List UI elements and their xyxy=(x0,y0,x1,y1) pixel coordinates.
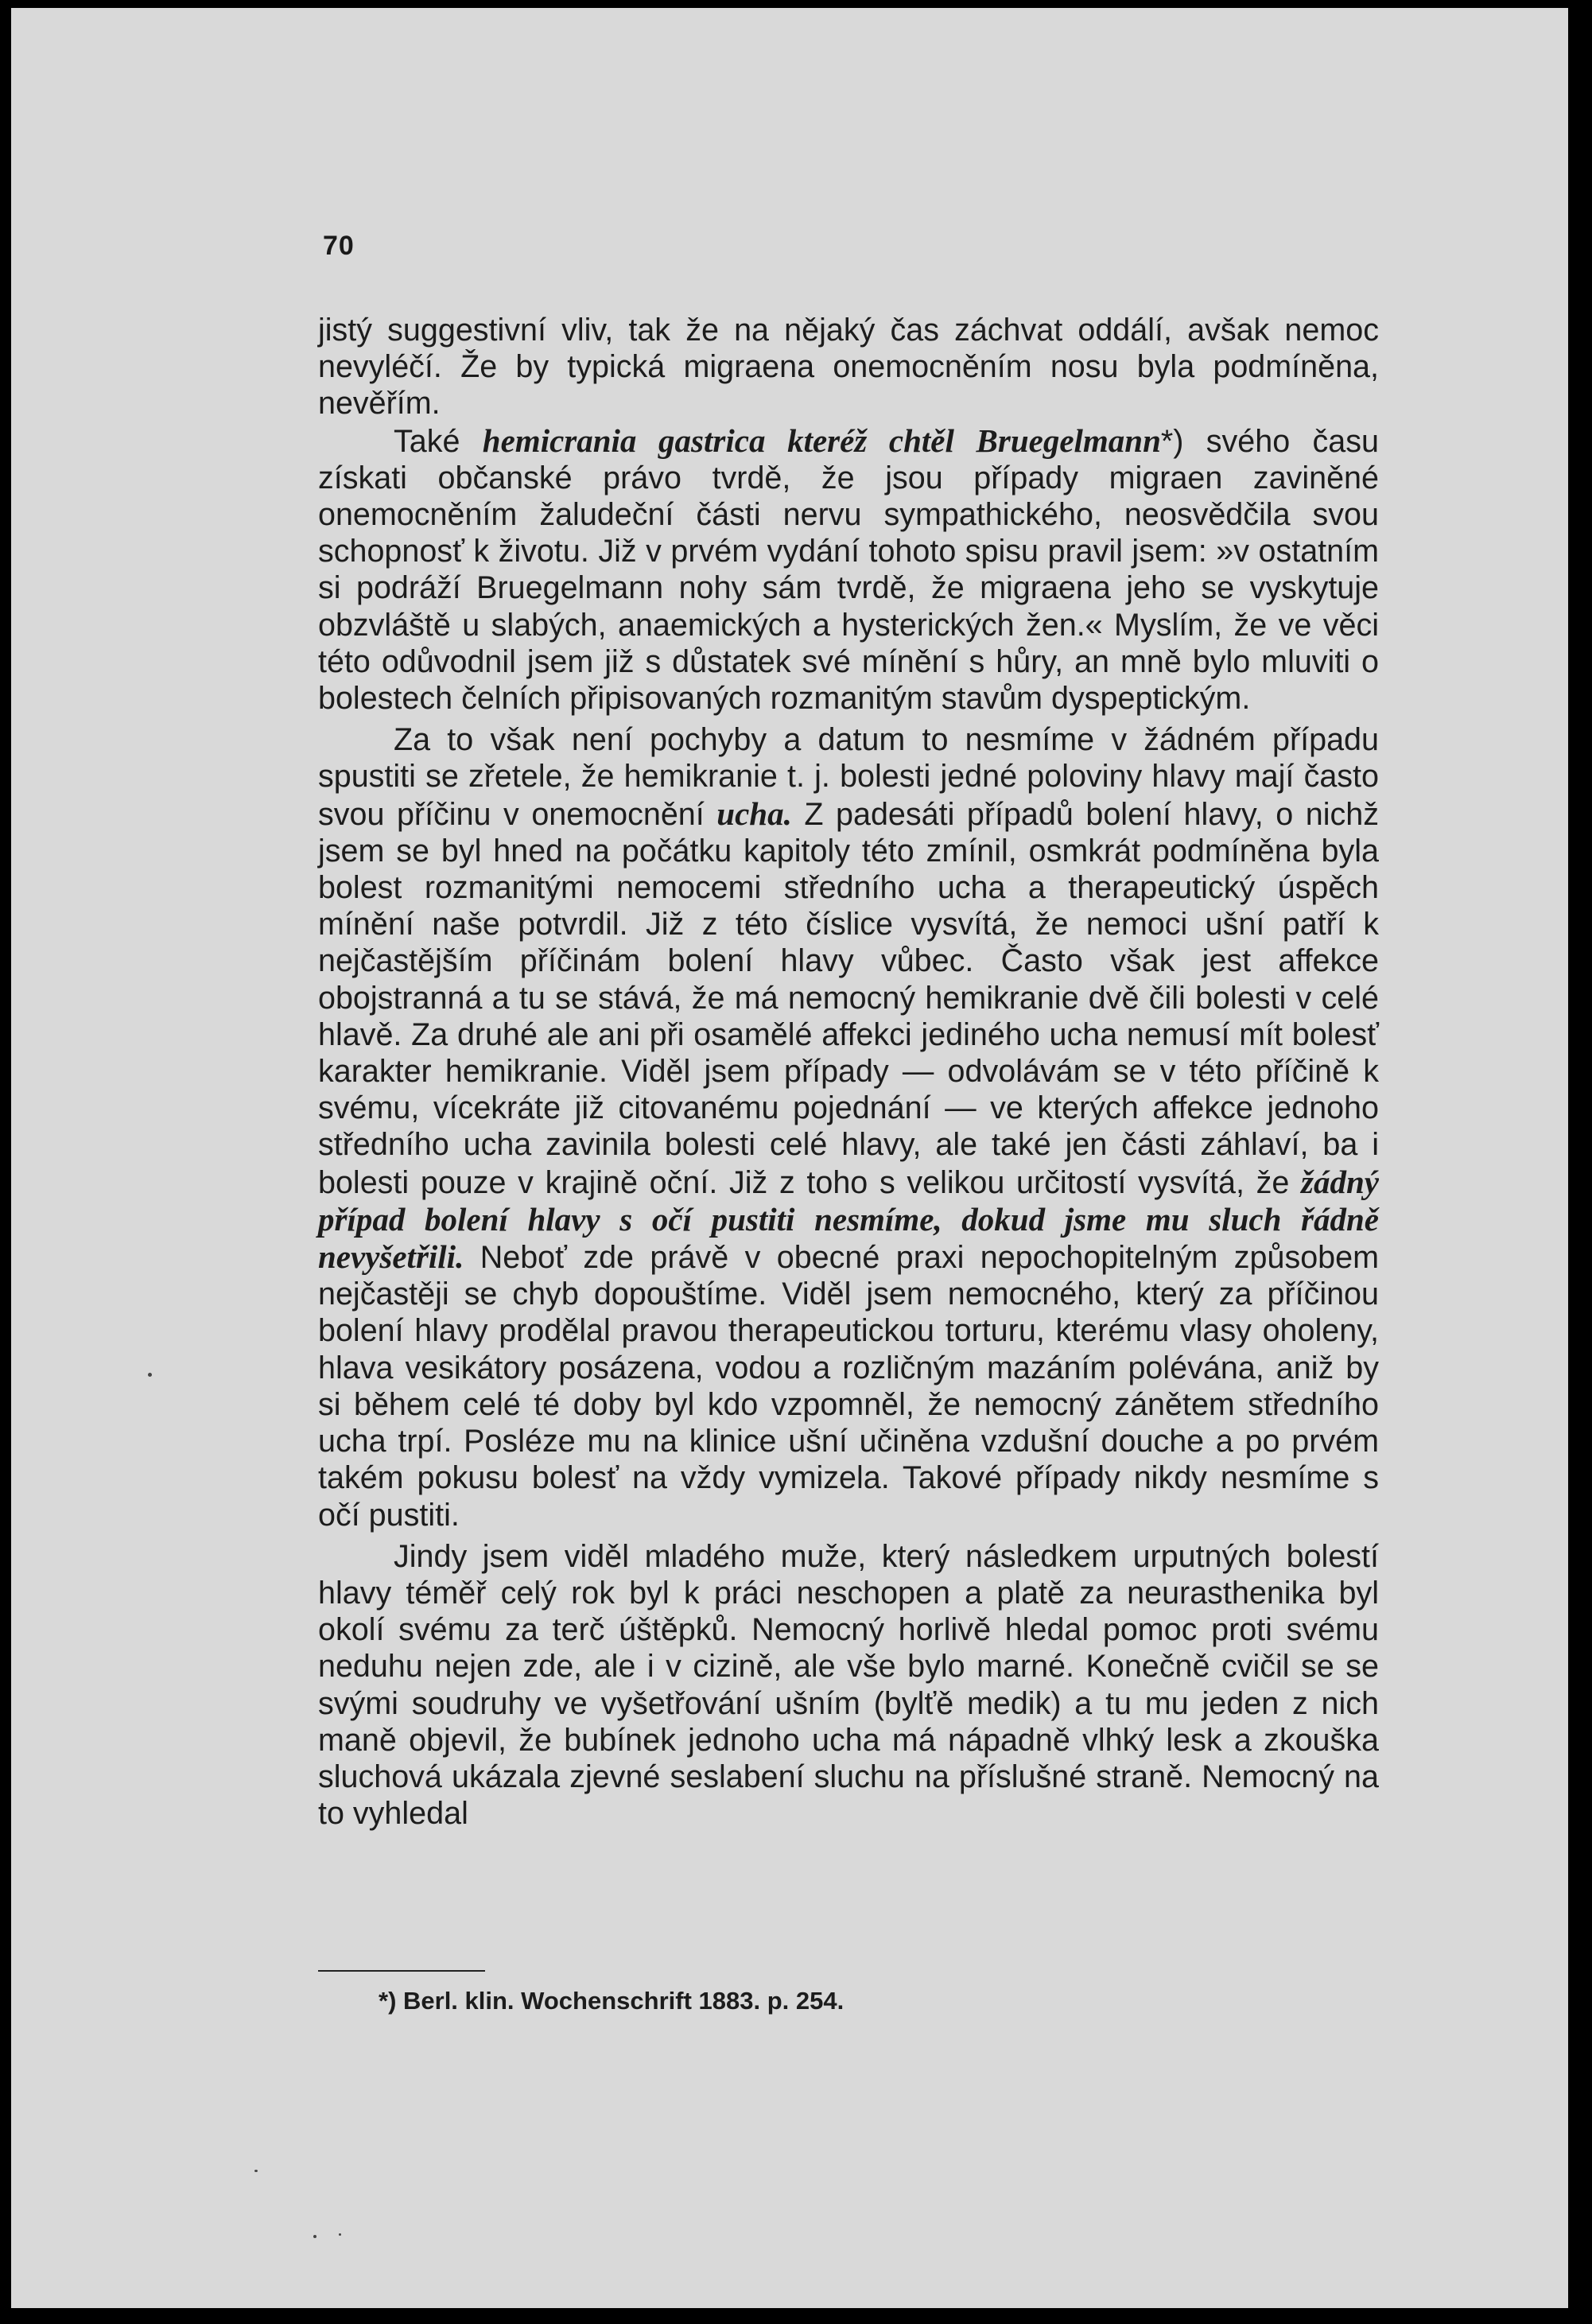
text-run: jistý suggestivní vliv, tak že na nějaký čas záchvat oddálí, avšak nemoc nevyléčí. Že by typická migraena onemocněním nosu byla podmíněna, nevěřím. xyxy=(318,313,1379,422)
text-run: Jindy jsem viděl mladého muže, který následkem urputných bolestí hlavy téměř celý rok byl k práci neschopen a platě za neurasthenika byl okolí svému za terč úštěpků. Nemocný horlivě hledal pomoc proti svému neduhu nejen zde, ale i v cizině, ale vše bylo marné. Konečně cvičil se se svými soudruhy ve vyšetřování ušním (bylťě medik) a tu mu jeden z nich maně objevil, že bubínek jednoho ucha má nápadně vlhký lesk a zkouška sluchová ukázala zjevné seslabení sluchu na příslušné straně. Nemocný na to vyhledal xyxy=(318,1538,1379,1832)
paragraph-4 xyxy=(318,1538,1379,1832)
emphasis-text: ucha. xyxy=(716,795,792,832)
footnote: *) Berl. klin. Wochenschrift 1883. p. 254. xyxy=(379,1987,845,2015)
page-number: 70 xyxy=(323,231,355,261)
text-run: Také xyxy=(394,423,483,459)
text-run: Neboť zde právě v obecné praxi nepochopitelným způsobem nejčastěji se chyb dopouštíme. Viděl jsem nemocného, který za příčinou bolení hlavy prodělal pravou therapeutickou torturu, kterému vlasy oholeny, hlava vesikátory posázena, vodou a rozličným mazáním polévána, aniž by si během celé té doby byl kdo vzpomněl, že nemocný zánětem středního ucha trpí. Posléze mu na klinice ušní učiněna vzdušní douche a po prvém takém pokusu bolesť na vždy vymizela. Takové případy nikdy nesmíme s očí pustiti. xyxy=(318,1240,1379,1533)
scan-speck xyxy=(313,2235,316,2238)
scan-speck xyxy=(254,2170,258,2172)
text-run: *) svého času získati občanské právo tvrdě, že jsou případy migraen zaviněné onemocněním žaludeční části nervu sympathického, neosvědčila svou schopnosť k životu. Již v prvém vydání tohoto spisu pravil jsem: »v ostatním si podráží Bruegelmann nohy sám tvrdě, že migraena jeho se vyskytuje obzvláště u slabých, anaemických a hysterických žen.« Myslím, že ve věci této odůvodnil jsem již s důstatek své mínění s hůry, an mně bylo mluviti o bolestech čelních připisovaných rozmanitým stavům dyspeptickým. xyxy=(318,423,1379,717)
paragraph-1 xyxy=(318,312,1379,422)
scan-speck xyxy=(148,1373,152,1377)
text-run: Za to však není pochyby a datum to nesmíme v žádném případu spustiti se zřetele, že hemikranie t. j. bolesti jedné poloviny hlavy mají často svou příčinu v onemocnění xyxy=(318,722,1379,832)
footnote-rule xyxy=(318,1970,485,1972)
body-text xyxy=(318,312,1379,1832)
scanned-page xyxy=(11,8,1568,2308)
paragraph-3 xyxy=(318,721,1379,1533)
text-run: Z padesáti případů bolení hlavy, o nichž jsem se byl hned na počátku kapitoly této zmínil, osmkrát podmíněna byla bolest rozmanitými nemocemi středního ucha a therapeutický úspěch mínění naše potvrdil. Již z této číslice vysvítá, že nemoci ušní patří k nejčastějším příčinám bolení hlavy vůbec. Často však jest affekce obojstranná a tu se stává, že má nemocný hemikranie dvě čili bolesti v celé hlavě. Za druhé ale ani při osamělé affekci jediného ucha nemusí mít bolesť karakter hemikranie. Viděl jsem případy — odvolávám se v této příčině k svému, vícekráte již citovanému pojednání — ve kterých affekce jednoho středního ucha zavinila bolesti celé hlavy, ale také jen části záhlaví, ba i bolesti pouze v krajině oční. Již z toho s velikou určitostí vysvítá, že xyxy=(318,796,1379,1200)
emphasis-text: žádný případ bolení hlavy s očí pustiti nesmíme, dokud jsme mu sluch řádně nevyšetřili. xyxy=(318,1163,1379,1276)
scan-speck xyxy=(339,2233,341,2236)
paragraph-2 xyxy=(318,422,1379,717)
emphasis-text: hemicrania gastrica kteréž chtěl Bruegelmann xyxy=(482,422,1161,459)
